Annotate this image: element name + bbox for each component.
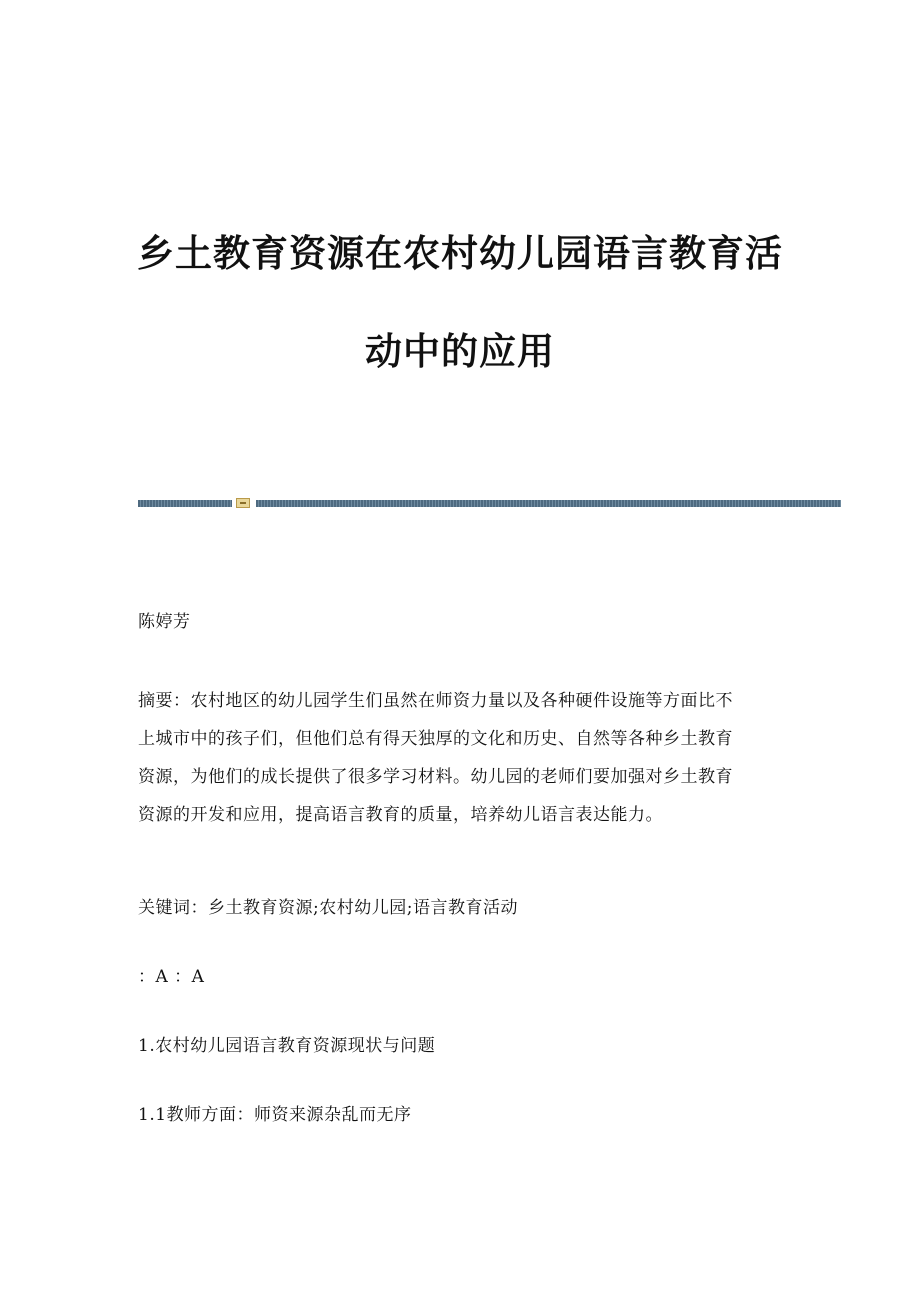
section-heading-1-1: 1.1教师方面：师资来源杂乱而无序 [138,1105,412,1125]
divider-bar-left [138,500,232,507]
author-name: 陈婷芳 [138,612,191,632]
abstract-line: 资源，为他们的成长提供了很多学习材料。幼儿园的老师们要加强对乡土教育 [138,767,733,787]
document-title-line-2: 动中的应用 [365,330,555,373]
abstract-line: 摘要：农村地区的幼儿园学生们虽然在师资力量以及各种硬件设施等方面比不 [138,691,733,711]
document-title-line-1: 乡土教育资源在农村幼儿园语言教育活 [137,232,783,275]
title-divider [138,498,841,508]
abstract-line: 资源的开发和应用，提高语言教育的质量，培养幼儿语言表达能力。 [138,805,663,825]
divider-ornament-icon [236,498,250,508]
keywords: 关键词：乡土教育资源;农村幼儿园;语言教育活动 [138,898,518,918]
divider-bar-right [256,500,841,507]
abstract [138,682,733,834]
section-heading-1: 1.农村幼儿园语言教育资源现状与问题 [138,1036,436,1056]
classification-codes: ：A ：A [138,967,205,987]
abstract-line: 上城市中的孩子们，但他们总有得天独厚的文化和历史、自然等各种乡土教育 [138,729,733,749]
